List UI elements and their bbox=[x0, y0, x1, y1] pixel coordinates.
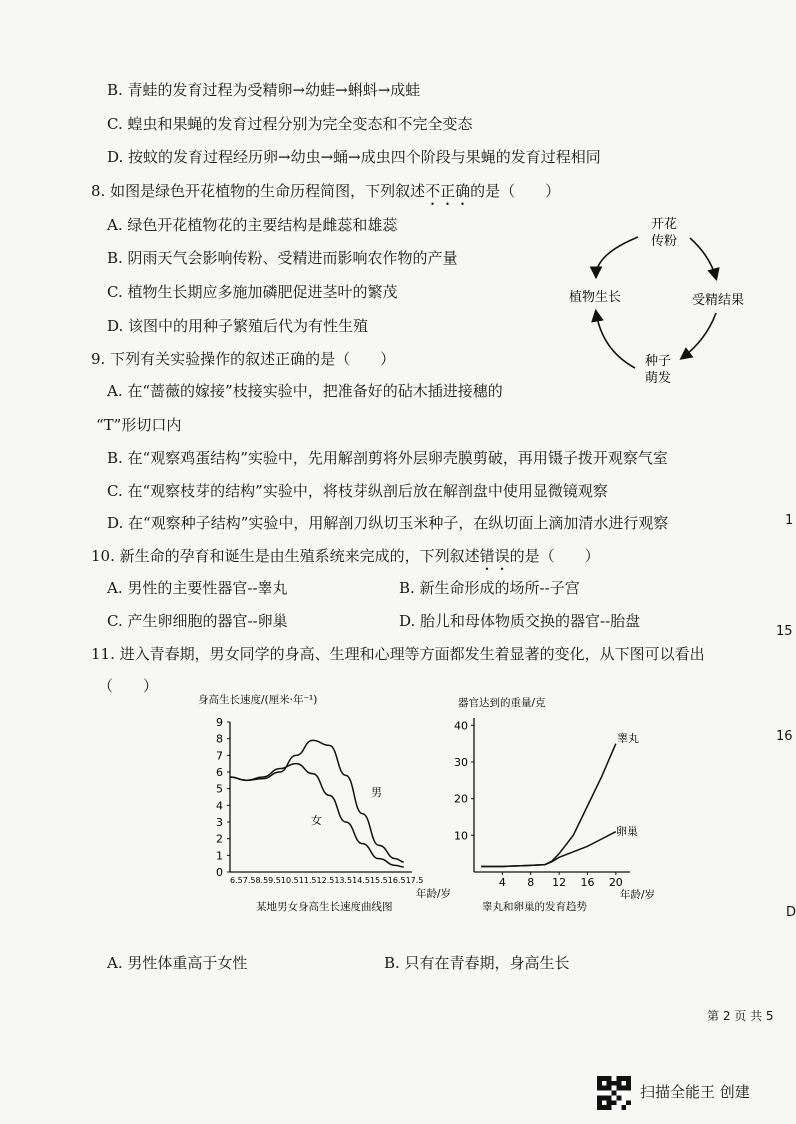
chart2-y-tick-label: 20 bbox=[454, 792, 468, 806]
q10-option-a: A. 男性的主要性器官--睾丸 bbox=[107, 579, 288, 597]
q9-stem: 9. 下列有关实验操作的叙述正确的是（ ） bbox=[91, 350, 396, 368]
chart2-series-line-ovary bbox=[481, 832, 616, 867]
chart2-series-line-testis bbox=[481, 744, 616, 867]
chart2-x-tick-label: 8 bbox=[527, 876, 535, 889]
q9-option-a-line2: “T”形切口内 bbox=[96, 416, 182, 434]
chart1-y-ticks bbox=[216, 716, 230, 879]
q10-stem-prefix: 10. 新生命的孕育和诞生是由生殖系统来完成的，下列叙述 bbox=[91, 547, 480, 565]
chart2-x-tick-label: 4 bbox=[498, 876, 506, 889]
q9-option-d: D. 在“观察种子结构”实验中，用解剖刀纵切玉米种子，在纵切面上滴加清水进行观察 bbox=[107, 514, 669, 532]
q11-option-b: B. 只有在青春期，身高生长 bbox=[384, 954, 570, 972]
chart1-y-tick-label: 1 bbox=[216, 849, 223, 863]
cycle-label-bottom-line1: 种子 bbox=[644, 354, 672, 369]
q7-option-b: B. 青蛙的发育过程为受精卵→幼蛙→蝌蚪→成蛙 bbox=[107, 81, 421, 99]
chart1-title: 某地男女身高生长速度曲线图 bbox=[256, 901, 393, 913]
chart1-y-tick-label: 7 bbox=[216, 749, 223, 763]
scanner-brand: 扫描全能王 创建 bbox=[640, 1083, 750, 1101]
chart2-title: 睾丸和卵巢的发育趋势 bbox=[482, 901, 587, 913]
q8-option-a: A. 绿色开花植物花的主要结构是雌蕊和雄蕊 bbox=[107, 216, 398, 234]
cycle-arrow-seed-to-growth bbox=[596, 312, 635, 368]
chart1-y-tick-label: 6 bbox=[216, 766, 223, 779]
cycle-arrow-fruit-to-seed bbox=[682, 313, 716, 358]
chart1-y-tick-label: 0 bbox=[216, 866, 223, 879]
q8-stem-emphasis: 不正确 bbox=[425, 182, 471, 200]
q10-stem-suffix: 的是（ ） bbox=[509, 547, 600, 565]
chart1-x-tick-labels: 6.57.58.59.510.511.512.513.514.515.516.517.5 bbox=[230, 876, 424, 885]
chart2-ticks bbox=[454, 719, 623, 889]
cycle-label-top-line1: 开花 bbox=[650, 217, 678, 232]
q11-option-a: A. 男性体重高于女性 bbox=[107, 954, 248, 972]
chart1-legend-male: 男 bbox=[371, 786, 382, 799]
q8-stem-prefix: 8. 如图是绿色开花植物的生命历程简图，下列叙述 bbox=[91, 182, 426, 200]
q8-option-c: C. 植物生长期应多施加磷肥促进茎叶的繁茂 bbox=[107, 283, 398, 301]
chart1-series-line-male bbox=[230, 740, 404, 862]
q7-option-c: C. 蝗虫和果蝇的发育过程分别为完全变态和不完全变态 bbox=[107, 115, 473, 133]
chart2-ylabel: 器官达到的重量/克 bbox=[458, 697, 546, 709]
chart1-y-tick-label: 3 bbox=[216, 816, 223, 829]
chart1-y-tick-label: 9 bbox=[216, 716, 223, 729]
q8-option-d: D. 该图中的用种子繁殖后代为有性生殖 bbox=[107, 317, 369, 335]
chart2-y-tick-label: 40 bbox=[454, 719, 468, 733]
cycle-label-left: 植物生长 bbox=[568, 290, 622, 305]
qr-code-icon bbox=[597, 1076, 631, 1110]
chart2-legend-ovary: 卵巢 bbox=[616, 825, 638, 838]
chart1-ylabel: 身高生长速度/(厘米·年⁻¹) bbox=[198, 694, 318, 706]
organ-development-chart bbox=[440, 686, 670, 921]
margin-fragment-4: D bbox=[786, 905, 796, 920]
chart1-series bbox=[230, 740, 404, 867]
q10-option-d: D. 胎儿和母体物质交换的器官--胎盘 bbox=[399, 612, 641, 630]
chart1-y-tick-label: 5 bbox=[216, 782, 223, 796]
chart1-y-tick-label: 2 bbox=[216, 832, 223, 846]
cycle-label-top-line2: 传粉 bbox=[650, 234, 678, 249]
chart1-y-tick-label: 8 bbox=[216, 732, 223, 746]
page-number: 第 2 页 共 5 bbox=[707, 1009, 774, 1023]
margin-fragment-1: 1 bbox=[785, 513, 794, 528]
chart2-x-tick-label: 16 bbox=[580, 876, 595, 889]
q7-option-d: D. 按蚊的发育过程经历卵→幼虫→蛹→成虫四个阶段与果蝇的发育过程相同 bbox=[107, 148, 601, 166]
q10-option-b: B. 新生命形成的场所--子宫 bbox=[399, 579, 580, 597]
chart1-legend-female: 女 bbox=[311, 814, 322, 827]
q9-option-b: B. 在“观察鸡蛋结构”实验中，先用解剖剪将外层卵壳膜剪破，再用镊子拨开观察气室 bbox=[107, 449, 668, 467]
cycle-arrow-growth-to-flower bbox=[596, 237, 638, 276]
height-growth-speed-chart bbox=[190, 686, 450, 921]
q8-stem bbox=[91, 180, 560, 209]
chart2-y-tick-label: 10 bbox=[454, 829, 468, 843]
chart2-y-tick-label: 30 bbox=[454, 756, 468, 769]
q9-option-c: C. 在“观察枝芽的结构”实验中，将枝芽纵剖后放在解剖盘中使用显微镜观察 bbox=[107, 482, 608, 500]
cycle-label-right: 受精结果 bbox=[691, 293, 745, 308]
q10-option-c: C. 产生卵细胞的器官--卵巢 bbox=[107, 612, 288, 630]
plant-life-cycle-diagram bbox=[560, 208, 760, 393]
chart2-x-tick-label: 20 bbox=[608, 876, 623, 889]
cycle-arrow-flower-to-fruit bbox=[690, 238, 716, 278]
q8-stem-suffix: 的是（ ） bbox=[470, 182, 561, 200]
margin-fragment-2: 15 bbox=[776, 624, 793, 639]
chart2-xlabel: 年龄/岁 bbox=[620, 889, 656, 901]
margin-fragment-3: 16 bbox=[776, 729, 793, 744]
chart2-x-tick-label: 12 bbox=[552, 876, 567, 889]
q11-stem-line2: （ ） bbox=[98, 677, 159, 695]
cycle-label-bottom-line2: 萌发 bbox=[644, 371, 672, 386]
q11-stem-line1: 11. 进入青春期，男女同学的身高、生理和心理等方面都发生着显著的变化，从下图可以看出 bbox=[91, 645, 705, 663]
chart2-legend-testis: 睾丸 bbox=[617, 732, 639, 745]
q8-option-b: B. 阴雨天气会影响传粉、受精进而影响农作物的产量 bbox=[107, 249, 458, 267]
q10-stem bbox=[91, 545, 600, 574]
chart1-xlabel: 年龄/岁 bbox=[416, 888, 452, 900]
q10-stem-emphasis: 错误 bbox=[479, 547, 510, 565]
chart2-series bbox=[481, 744, 616, 867]
chart1-y-tick-label: 4 bbox=[216, 799, 223, 813]
q9-option-a-line1: A. 在“蔷薇的嫁接”枝接实验中，把准备好的砧木插进接穗的 bbox=[107, 382, 503, 400]
